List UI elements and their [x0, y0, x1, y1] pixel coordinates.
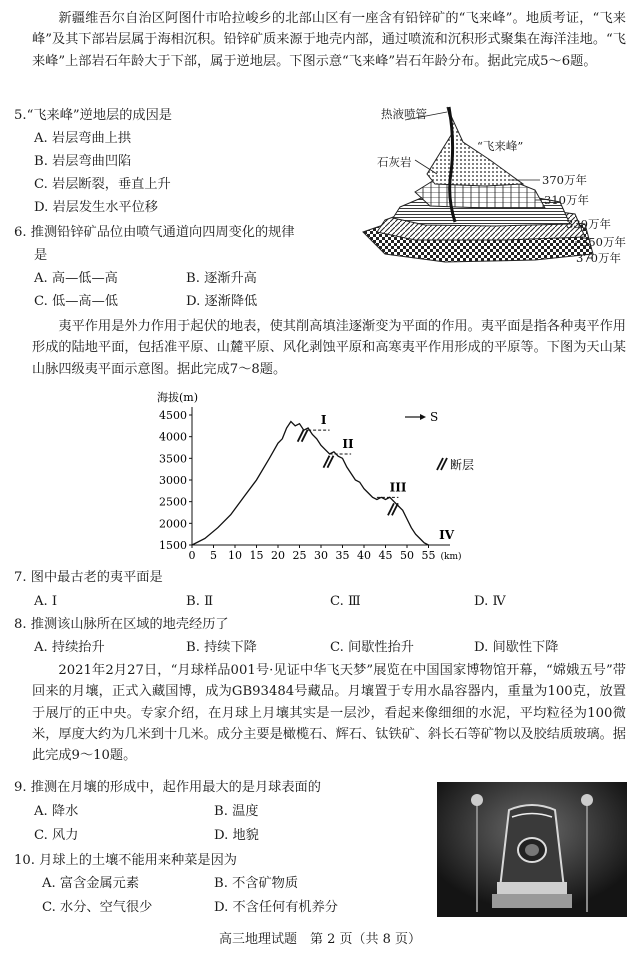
y-tick-label: 4000: [159, 430, 187, 444]
x-tick-label: 55: [421, 549, 436, 562]
direction-label: S: [430, 410, 439, 424]
x-tick-label: 15: [249, 549, 264, 562]
q7-option-b[interactable]: B. Ⅱ: [186, 594, 214, 609]
q7-stem: 7. 图中最古老的夷平面是: [14, 570, 163, 585]
surface-label-3: III: [389, 480, 407, 495]
q6-stem: 6. 推测铅锌矿品位由喷气通道向四周变化的规律: [14, 225, 295, 240]
q9-option-d[interactable]: D. 地貌: [214, 828, 259, 843]
q6-option-b[interactable]: B. 逐渐升高: [186, 271, 257, 286]
q9-option-a[interactable]: A. 降水: [34, 804, 79, 819]
x-tick-label: 0: [188, 549, 196, 562]
q8-option-a[interactable]: A. 持续抬升: [34, 640, 105, 655]
planation-chart-svg: [150, 385, 490, 565]
surface-label-1: I: [320, 413, 327, 428]
q10-option-c[interactable]: C. 水分、空气很少: [42, 900, 153, 915]
x-tick-label: 20: [271, 549, 285, 562]
y-tick-label: 3000: [159, 474, 187, 487]
q9-option-b[interactable]: B. 温度: [214, 804, 259, 819]
x-tick-label: 45: [378, 549, 393, 562]
q6-option-a[interactable]: A. 高—低—高: [34, 271, 118, 286]
lunar-sample-illustration: [437, 782, 627, 917]
surface-label-4: IV: [439, 528, 455, 542]
x-axis-unit: (km): [440, 552, 462, 562]
peak-label: “飞来峰”: [477, 139, 524, 153]
q7-option-d[interactable]: D. Ⅳ: [474, 594, 506, 609]
q5-option-b[interactable]: B. 岩层弯曲凹陷: [34, 154, 132, 169]
planation-chart: [150, 385, 490, 565]
q5-option-d[interactable]: D. 岩层发生水平位移: [34, 200, 158, 215]
x-tick-label: 25: [292, 549, 307, 562]
y-tick-label: 4500: [159, 409, 187, 422]
age-label-2: 310万年: [544, 193, 589, 207]
q8-option-d[interactable]: D. 间歇性下降: [474, 640, 559, 655]
direction-arrow-head: [420, 414, 426, 420]
surface-label-2: II: [342, 437, 354, 451]
lunar-sample-photo: [437, 782, 627, 917]
q7-option-c[interactable]: C. Ⅲ: [330, 594, 361, 609]
q9-option-c[interactable]: C. 风力: [34, 828, 79, 843]
x-tick-label: 50: [400, 549, 414, 562]
x-tick-label: 10: [228, 549, 242, 562]
y-tick-label: 3500: [159, 452, 187, 466]
q10-option-a[interactable]: A. 富含金属元素: [42, 876, 140, 891]
legend-fault-label: 断层: [450, 458, 475, 472]
age-label-1: 370万年: [542, 173, 587, 187]
x-tick-label: 35: [335, 549, 350, 562]
limestone-label: 石灰岩: [377, 155, 412, 169]
vent-label: 热液喷管: [381, 107, 427, 121]
q10-option-d[interactable]: D. 不含任何有机养分: [214, 900, 338, 915]
q10-stem: 10. 月球上的土壤不能用来种菜是因为: [14, 853, 237, 868]
q9-stem: 9. 推测在月壤的形成中，起作用最大的是月球表面的: [14, 780, 321, 795]
age-label-4: 350万年: [581, 235, 626, 249]
q5-stem: 5.“飞来峰”逆地层的成因是: [14, 108, 172, 123]
x-tick-label: 30: [314, 549, 328, 562]
q10-option-b[interactable]: B. 不含矿物质: [214, 876, 299, 891]
intro-9-10: 2021年2月27日，“月球样品001号·见证中华飞天梦”展览在中国国家博物馆开幕，“嫦娥五号”带回来的月壤，正式入藏国博，成为GB93484号藏品。月壤置于专用水晶容器内，重量为100克，放置于展厅的正中央。专家介绍，在月球上月壤其实是一层沙，看起来像细细的水泥，平均粒径为100微米，厚度大约为几米到十几米。成分主要是橄榄石、辉石、钛铁矿、斜长石等矿物以及胶结质玻璃。据此完成9～10题。: [32, 663, 626, 764]
q6-option-d[interactable]: D. 逐渐降低: [186, 294, 258, 309]
y-tick-label: 2500: [159, 495, 187, 509]
intro-7-8: 夷平作用是外力作用于起伏的地表，使其削高填洼逐渐变为平面的作用。夷平面是指各种夷平作用形成的陆地平面，包括准平原、山麓平原、风化剥蚀平原和高寒夷平作用形成的平原等。下图为天山某山脉四级夷平面示意图。据此完成7～8题。: [32, 319, 626, 377]
q6-option-c[interactable]: C. 低—高—低: [34, 294, 118, 309]
q8-option-b[interactable]: B. 持续下降: [186, 640, 257, 655]
q5-option-c[interactable]: C. 岩层断裂，垂直上升: [34, 177, 171, 192]
q8-stem: 8. 推测该山脉所在区域的地壳经历了: [14, 617, 229, 632]
intro-5-6: 新疆维吾尔自治区阿图什市哈拉峻乡的北部山区有一座含有铅锌矿的“飞来峰”。地质考证，“飞来峰”及其下部岩层属于海相沉积。铅锌矿质来源于地壳内部，通过喷流和沉积形式聚集在海洋洼地。“飞来峰”上部岩石年龄大于下部，属于逆地层。下图示意“飞来峰”岩石年龄分布。据此完成5～6题。: [32, 11, 626, 69]
q5-option-a[interactable]: A. 岩层弯曲上拱: [34, 131, 132, 146]
q6-stem-cont: 是: [34, 248, 48, 263]
age-label-5: 370万年: [576, 251, 621, 265]
feilaifeng-figure: [355, 102, 640, 272]
q8-option-c[interactable]: C. 间歇性抬升: [330, 640, 414, 655]
y-axis-title: 海拔(m): [157, 391, 199, 404]
age-label-3: 330万年: [566, 217, 611, 231]
y-tick-label: 2000: [159, 517, 187, 531]
y-tick-label: 1500: [159, 539, 187, 552]
q7-option-a[interactable]: A. Ⅰ: [34, 594, 58, 609]
x-tick-label: 5: [210, 549, 217, 562]
x-tick-label: 40: [357, 549, 371, 562]
page-footer: 高三地理试题 第 2 页（共 8 页）: [218, 932, 422, 947]
